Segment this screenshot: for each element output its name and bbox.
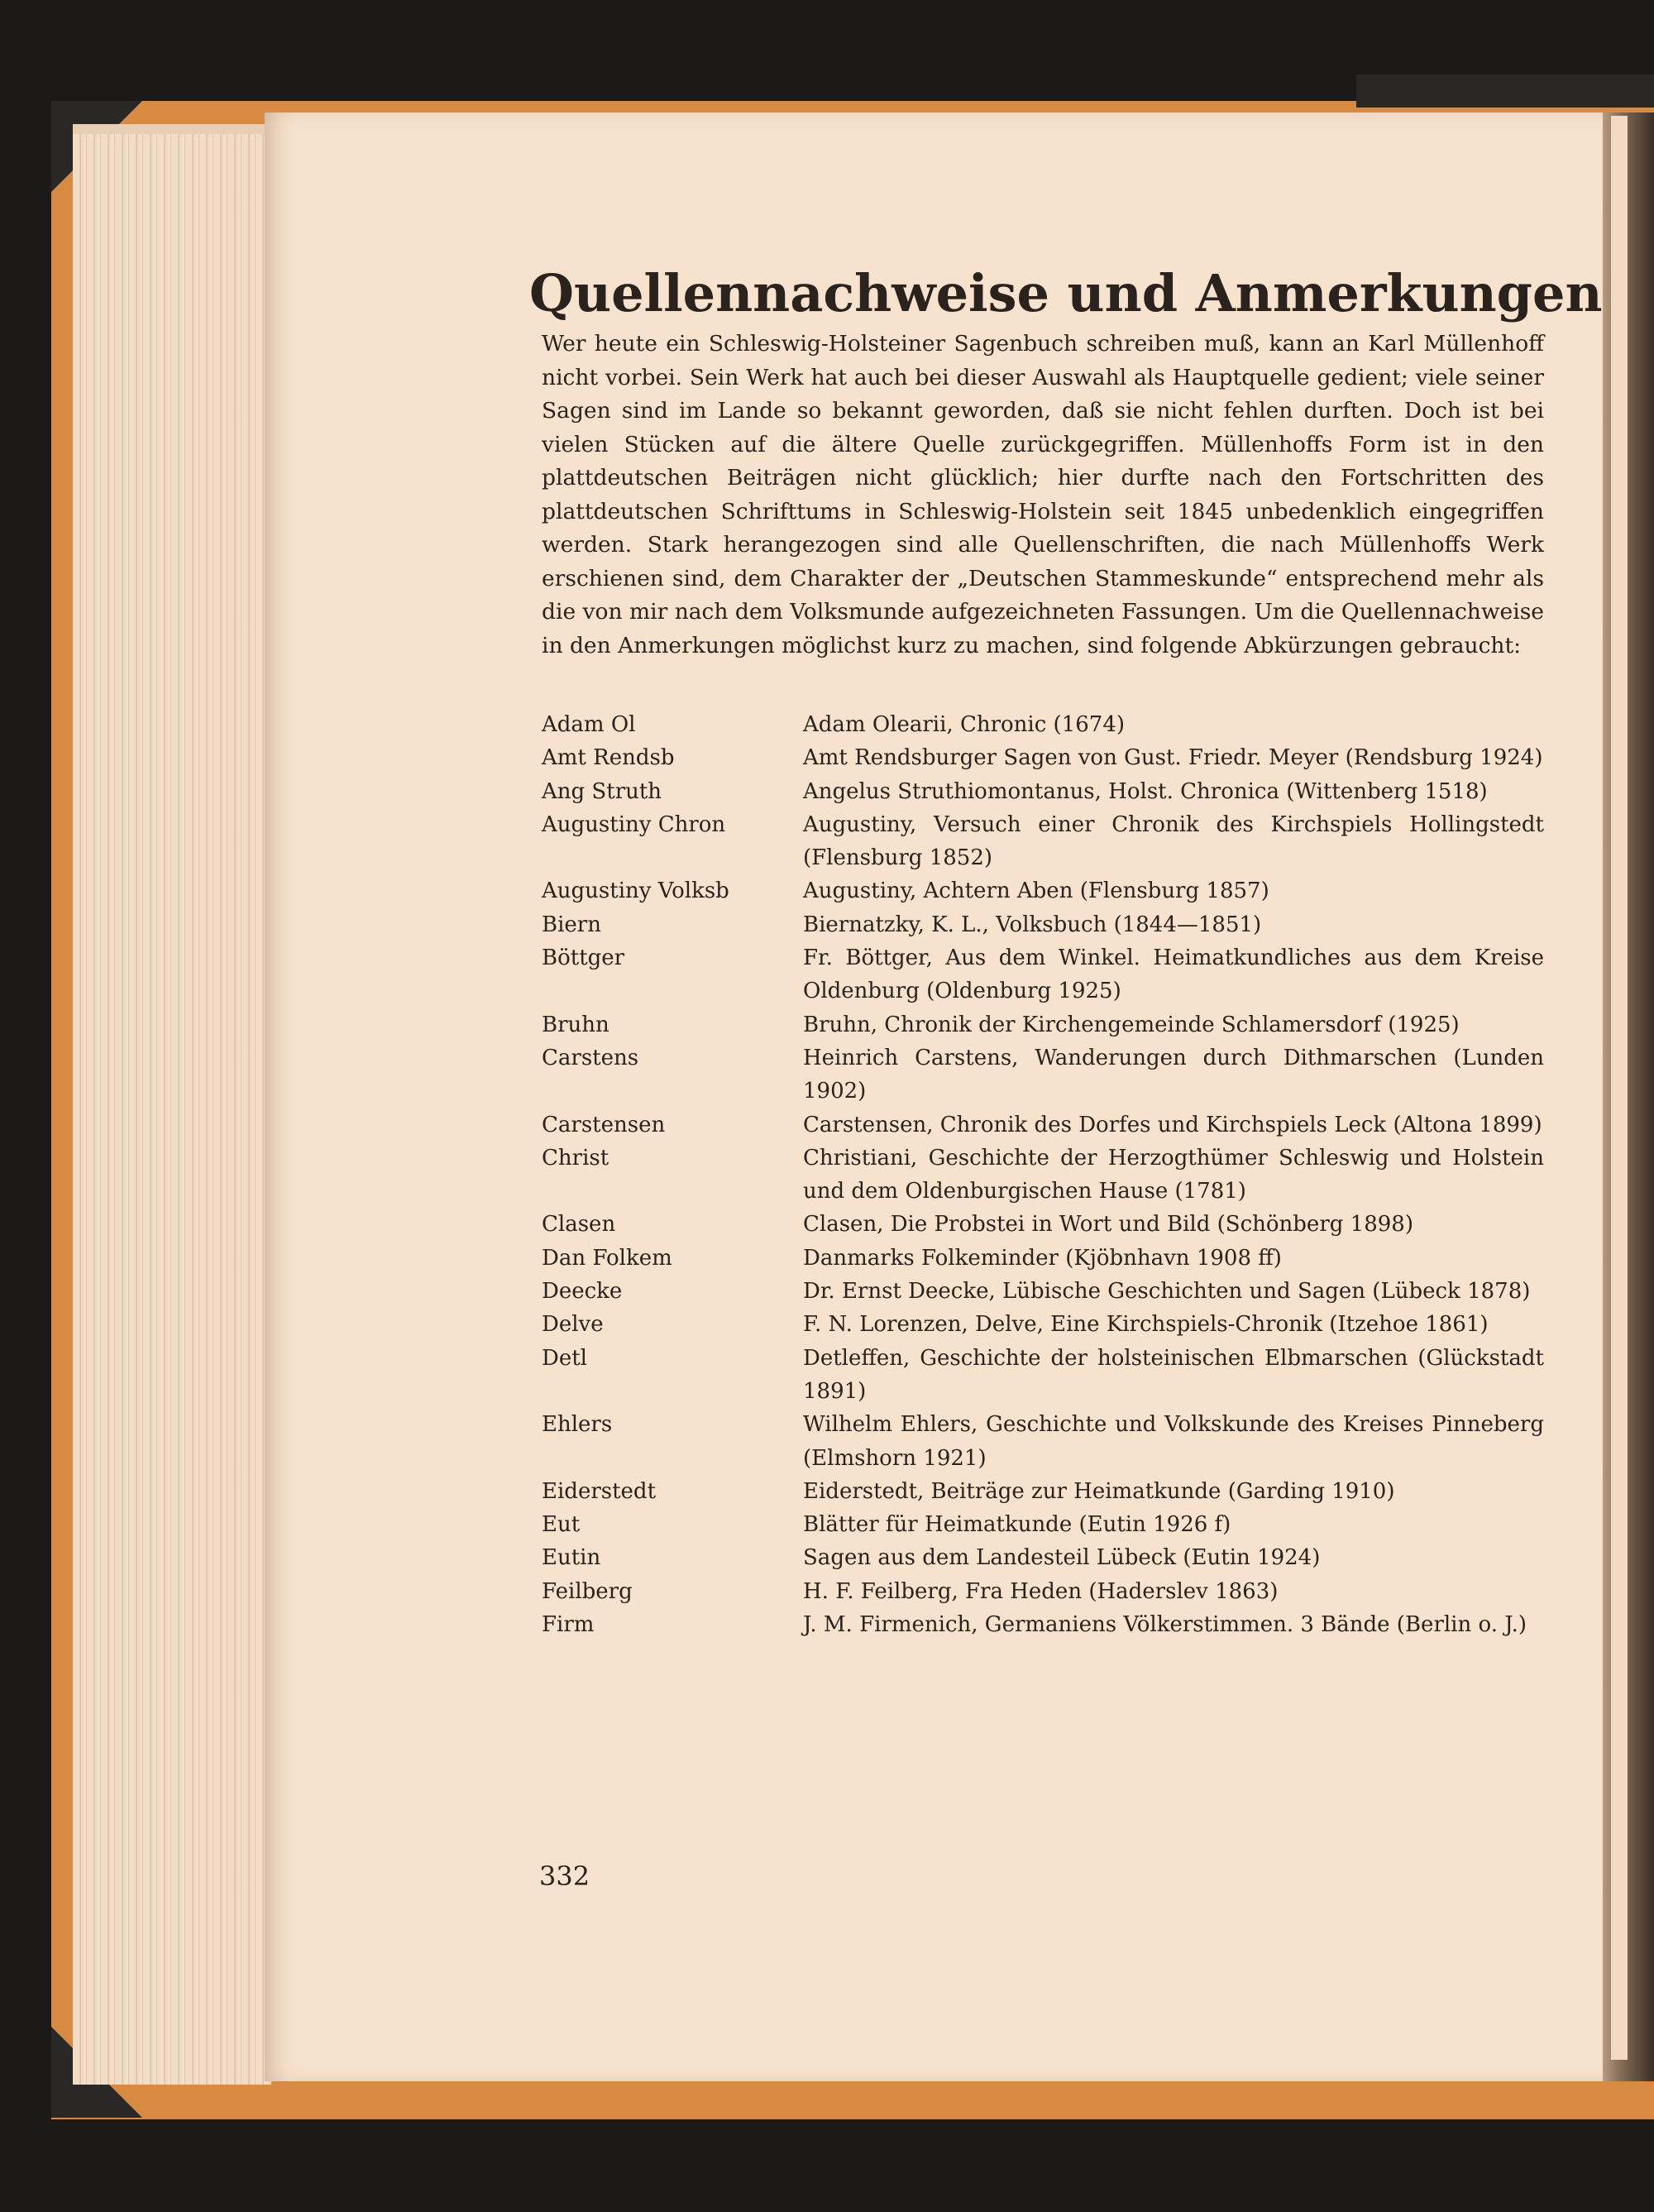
abbreviation-source: Sagen aus dem Landesteil Lübeck (Eutin 1924)	[803, 1545, 1321, 1571]
abbreviation-source: Eiderstedt, Beiträge zur Heimatkunde (Garding 1910)	[803, 1478, 1395, 1504]
page-title: Quellennachweise und Anmerkungen	[529, 263, 1603, 323]
abbreviation-key: Adam Ol	[542, 712, 636, 737]
abbreviation-key: Augustiny Chron	[542, 812, 726, 837]
abbreviation-source: Christiani, Geschichte der Herzogthümer Schleswig und Holstein und dem Oldenburgischen Hause (1781)	[803, 1145, 1544, 1204]
abbreviation-key: Detl	[542, 1345, 587, 1371]
abbreviation-row	[542, 775, 1544, 808]
abbreviation-source: Amt Rendsburger Sagen von Gust. Friedr. Meyer (Rendsburg 1924)	[803, 745, 1543, 771]
abbreviation-row	[542, 1108, 1544, 1142]
abbreviation-key: Ang Struth	[542, 778, 662, 804]
abbreviation-source: Wilhelm Ehlers, Geschichte und Volkskunde des Kreises Pinneberg (Elmshorn 1921)	[803, 1412, 1544, 1471]
abbreviation-row	[542, 1242, 1544, 1275]
abbreviation-row	[542, 1008, 1544, 1041]
abbreviation-row	[542, 1308, 1544, 1341]
abbreviation-source: Clasen, Die Probstei in Wort und Bild (Schönberg 1898)	[803, 1212, 1413, 1238]
abbreviation-source: Blätter für Heimatkunde (Eutin 1926 f)	[803, 1512, 1231, 1538]
abbreviation-source: H. F. Feilberg, Fra Heden (Haderslev 1863)	[803, 1578, 1279, 1604]
abbreviation-key: Deecke	[542, 1279, 623, 1305]
book-cover-top-band	[1356, 74, 1654, 108]
abbreviation-key: Carstensen	[542, 1112, 666, 1137]
abbreviation-source: Heinrich Carstens, Wanderungen durch Dithmarschen (Lunden 1902)	[803, 1045, 1544, 1104]
abbreviation-row	[542, 1275, 1544, 1308]
abbreviation-key: Biern	[542, 912, 601, 937]
abbreviation-source: Carstensen, Chronik des Dorfes und Kirchspiels Leck (Altona 1899)	[803, 1112, 1542, 1137]
abbreviation-row	[542, 1342, 1544, 1409]
page-stack-top-edge	[73, 124, 271, 134]
abbreviation-key: Amt Rendsb	[542, 745, 675, 771]
abbreviation-row	[542, 908, 1544, 941]
abbreviation-key: Ehlers	[542, 1412, 613, 1438]
abbreviation-key: Eut	[542, 1512, 581, 1538]
page-number: 332	[539, 1860, 590, 1892]
abbreviation-source: Detleffen, Geschichte der holsteinischen Elbmarschen (Glückstadt 1891)	[803, 1345, 1544, 1404]
abbreviation-row	[542, 1541, 1544, 1574]
abbreviation-key: Delve	[542, 1312, 604, 1338]
abbreviation-row	[542, 808, 1544, 875]
abbreviation-row	[542, 1041, 1544, 1108]
abbreviation-source: Dr. Ernst Deecke, Lübische Geschichten und Sagen (Lübeck 1878)	[803, 1279, 1531, 1305]
abbreviation-key: Eiderstedt	[542, 1478, 657, 1504]
abbreviation-source: Angelus Struthiomontanus, Holst. Chronica (Wittenberg 1518)	[803, 778, 1488, 804]
abbreviation-row	[542, 1142, 1544, 1209]
abbreviation-key: Bruhn	[542, 1012, 609, 1037]
abbreviation-source: Danmarks Folkeminder (Kjöbnhavn 1908 ff)	[803, 1245, 1282, 1271]
abbreviation-row	[542, 874, 1544, 907]
abbreviation-source: Augustiny, Versuch einer Chronik des Kirchspiels Hollingstedt (Flensburg 1852)	[803, 812, 1544, 871]
abbreviation-key: Eutin	[542, 1545, 601, 1571]
abbreviation-source: F. N. Lorenzen, Delve, Eine Kirchspiels-Chronik (Itzehoe 1861)	[803, 1312, 1489, 1338]
abbreviation-key: Firm	[542, 1612, 595, 1638]
abbreviation-row	[542, 1508, 1544, 1541]
abbreviation-key: Böttger	[542, 946, 625, 971]
abbreviation-row	[542, 941, 1544, 1008]
abbreviation-source: Augustiny, Achtern Aben (Flensburg 1857)	[803, 879, 1269, 904]
abbreviation-source: J. M. Firmenich, Germaniens Völkerstimmen. 3 Bände (Berlin o. J.)	[803, 1612, 1527, 1638]
abbreviation-row	[542, 1408, 1544, 1475]
abbreviation-source: Fr. Böttger, Aus dem Winkel. Heimatkundliches aus dem Kreise Oldenburg (Oldenburg 1925)	[803, 946, 1544, 1004]
abbreviation-row	[542, 1608, 1544, 1641]
abbreviation-row	[542, 741, 1544, 774]
abbreviation-key: Carstens	[542, 1045, 639, 1070]
abbreviation-key: Feilberg	[542, 1578, 633, 1604]
facing-page-edge	[1611, 116, 1628, 2060]
intro-paragraph: Wer heute ein Schleswig-Holsteiner Sagenbuch schreiben muß, kann an Karl Müllenhoff nicht vorbei. Sein Werk hat auch bei dieser Auswahl als Hauptquelle gedient; viele seiner Sagen sind im Lande so bekannt geworden, daß sie nicht fehlen durften. Doch ist bei vielen Stücken auf die ältere Quelle zurückgegriffen. Müllenhoffs Form ist in den plattdeutschen Beiträgen nicht glücklich; hier durfte nach den Fortschritten des plattdeutschen Schrifttums in Schleswig-Holstein seit 1845 unbedenklich eingegriffen werden. Stark herangezogen sind alle Quellenschriften, die nach Müllenhoffs Werk erschienen sind, dem Charakter der „Deutschen Stammeskunde“ entsprechend mehr als die von mir nach dem Volksmunde aufgezeichneten Fassungen. Um die Quellennachweise in den Anmerkungen möglichst kurz zu machen, sind folgende Abkürzungen gebraucht:	[542, 331, 1544, 658]
abbreviation-key: Clasen	[542, 1212, 616, 1238]
abbreviation-key: Dan Folkem	[542, 1245, 672, 1271]
abbreviation-row	[542, 708, 1544, 741]
abbreviation-source: Biernatzky, K. L., Volksbuch (1844—1851)	[803, 912, 1262, 937]
abbreviation-source: Bruhn, Chronik der Kirchengemeinde Schlamersdorf (1925)	[803, 1012, 1460, 1037]
abbreviation-key: Christ	[542, 1145, 609, 1171]
abbreviation-row	[542, 1475, 1544, 1508]
abbreviation-row	[542, 1575, 1544, 1608]
abbreviation-list	[542, 708, 1544, 1641]
abbreviation-key: Augustiny Volksb	[542, 879, 729, 904]
abbreviation-row	[542, 1208, 1544, 1241]
page-stack-edge	[73, 124, 271, 2085]
abbreviation-source: Adam Olearii, Chronic (1674)	[803, 712, 1126, 737]
